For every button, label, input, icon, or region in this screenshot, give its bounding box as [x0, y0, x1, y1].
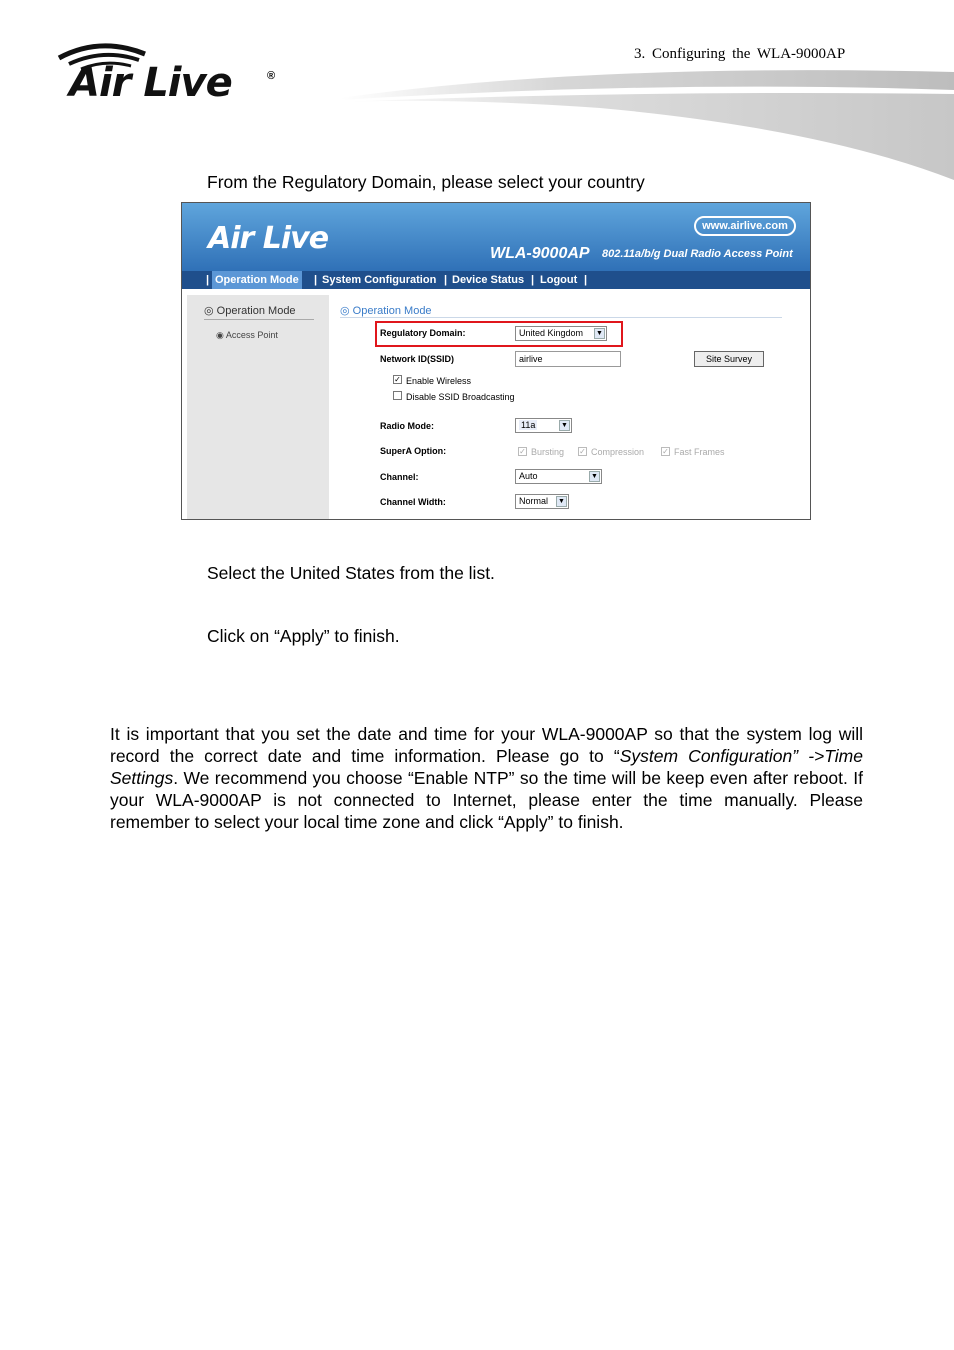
ssid-input[interactable]: airlive [515, 351, 621, 367]
disable-ssid-label: Disable SSID Broadcasting [406, 392, 515, 402]
nav-operation-mode[interactable]: Operation Mode [212, 271, 302, 289]
screenshot-nav [182, 271, 810, 289]
enable-wireless-label: Enable Wireless [406, 376, 472, 386]
chapter-heading: 3. Configuring the WLA-9000AP [634, 46, 846, 62]
gear-icon: ◎ [204, 305, 214, 317]
fast-frames-label: Fast Frames [674, 447, 725, 457]
regulatory-domain-label: Regulatory Domain: [380, 328, 466, 338]
nav-system-configuration[interactable]: System Configuration [322, 274, 437, 286]
registered-mark-icon: ® [267, 70, 276, 82]
config-screenshot [181, 202, 811, 520]
sidebar-item-access-point[interactable] [216, 330, 278, 341]
radio-dot-icon: ◉ [216, 330, 224, 340]
fast-frames-checkbox[interactable]: ✓ [662, 447, 669, 456]
ssid-label: Network ID(SSID) [380, 354, 455, 364]
site-survey-button[interactable]: Site Survey [694, 351, 764, 367]
supera-option-label: SuperA Option: [380, 446, 447, 456]
nav-separator: | [531, 274, 535, 286]
nav-logout[interactable]: Logout [540, 274, 578, 286]
paragraph-italic-path: System Configuration” ->Time Settings [110, 746, 863, 788]
gear-icon: ◎ [340, 305, 350, 317]
nav-separator: | [584, 274, 588, 286]
content-divider [340, 317, 782, 318]
screenshot-sidebar [187, 295, 329, 520]
instruction-step-2: Select the United States from the list. [207, 563, 495, 583]
screenshot-tagline: 802.11a/b/g Dual Radio Access Point [602, 248, 793, 260]
screenshot-logo: Air Live [208, 221, 329, 256]
chevron-down-icon: ▼ [559, 420, 570, 431]
compression-checkbox[interactable]: ✓ [579, 447, 586, 456]
radio-mode-value: 11a [521, 420, 536, 430]
content-title-label: Operation Mode [352, 305, 432, 317]
channel-width-label: Channel Width: [380, 497, 446, 507]
channel-value: Auto [519, 471, 538, 481]
screenshot-model: WLA-9000AP [490, 245, 590, 262]
content-title [340, 304, 432, 317]
instruction-step-1: From the Regulatory Domain, please select your country [207, 172, 645, 192]
paragraph-text-1: It is important that you set the date and time for your WLA-9000AP so that the system log will record the correct date and time information. Please go to “ [110, 724, 863, 766]
disable-ssid-checkbox[interactable] [393, 391, 402, 400]
time-settings-paragraph [110, 723, 863, 833]
logo-text: Air Live [69, 60, 232, 106]
sidebar-title-label: Operation Mode [216, 305, 296, 317]
sidebar-title [204, 304, 296, 317]
regulatory-domain-value: United Kingdom [519, 328, 584, 338]
chevron-down-icon: ▼ [589, 471, 600, 482]
channel-width-value: Normal [519, 496, 549, 506]
bursting-label: Bursting [531, 447, 565, 457]
enable-wireless-checkbox[interactable]: ✓ [394, 375, 401, 384]
header-swoosh [340, 68, 954, 180]
regulatory-domain-select[interactable] [515, 326, 607, 341]
screenshot-banner [182, 203, 810, 273]
chevron-down-icon: ▼ [556, 496, 567, 507]
chevron-down-icon: ▼ [594, 328, 605, 339]
bursting-checkbox[interactable]: ✓ [519, 447, 526, 456]
screenshot-url-badge[interactable]: www.airlive.com [694, 216, 796, 236]
channel-width-select[interactable] [515, 494, 569, 509]
nav-separator: | [206, 274, 210, 286]
nav-separator: | [444, 274, 448, 286]
paragraph-text-2: . We recommend you choose “Enable NTP” so the time will be keep even after reboot. If your WLA-9000AP is not connected to Internet, please enter the time manually. Please remember to select your local time zone and click “Apply” to finish. [110, 768, 863, 832]
nav-separator: | [314, 274, 318, 286]
sidebar-item-label: Access Point [225, 330, 278, 340]
sidebar-divider [204, 319, 314, 320]
radio-mode-select[interactable] [515, 418, 572, 433]
channel-label: Channel: [380, 472, 419, 482]
compression-label: Compression [591, 447, 645, 457]
radio-mode-label: Radio Mode: [380, 421, 434, 431]
instruction-step-3: Click on “Apply” to finish. [207, 626, 400, 646]
airlive-logo [55, 42, 280, 108]
channel-select[interactable] [515, 469, 602, 484]
nav-device-status[interactable]: Device Status [452, 274, 525, 286]
